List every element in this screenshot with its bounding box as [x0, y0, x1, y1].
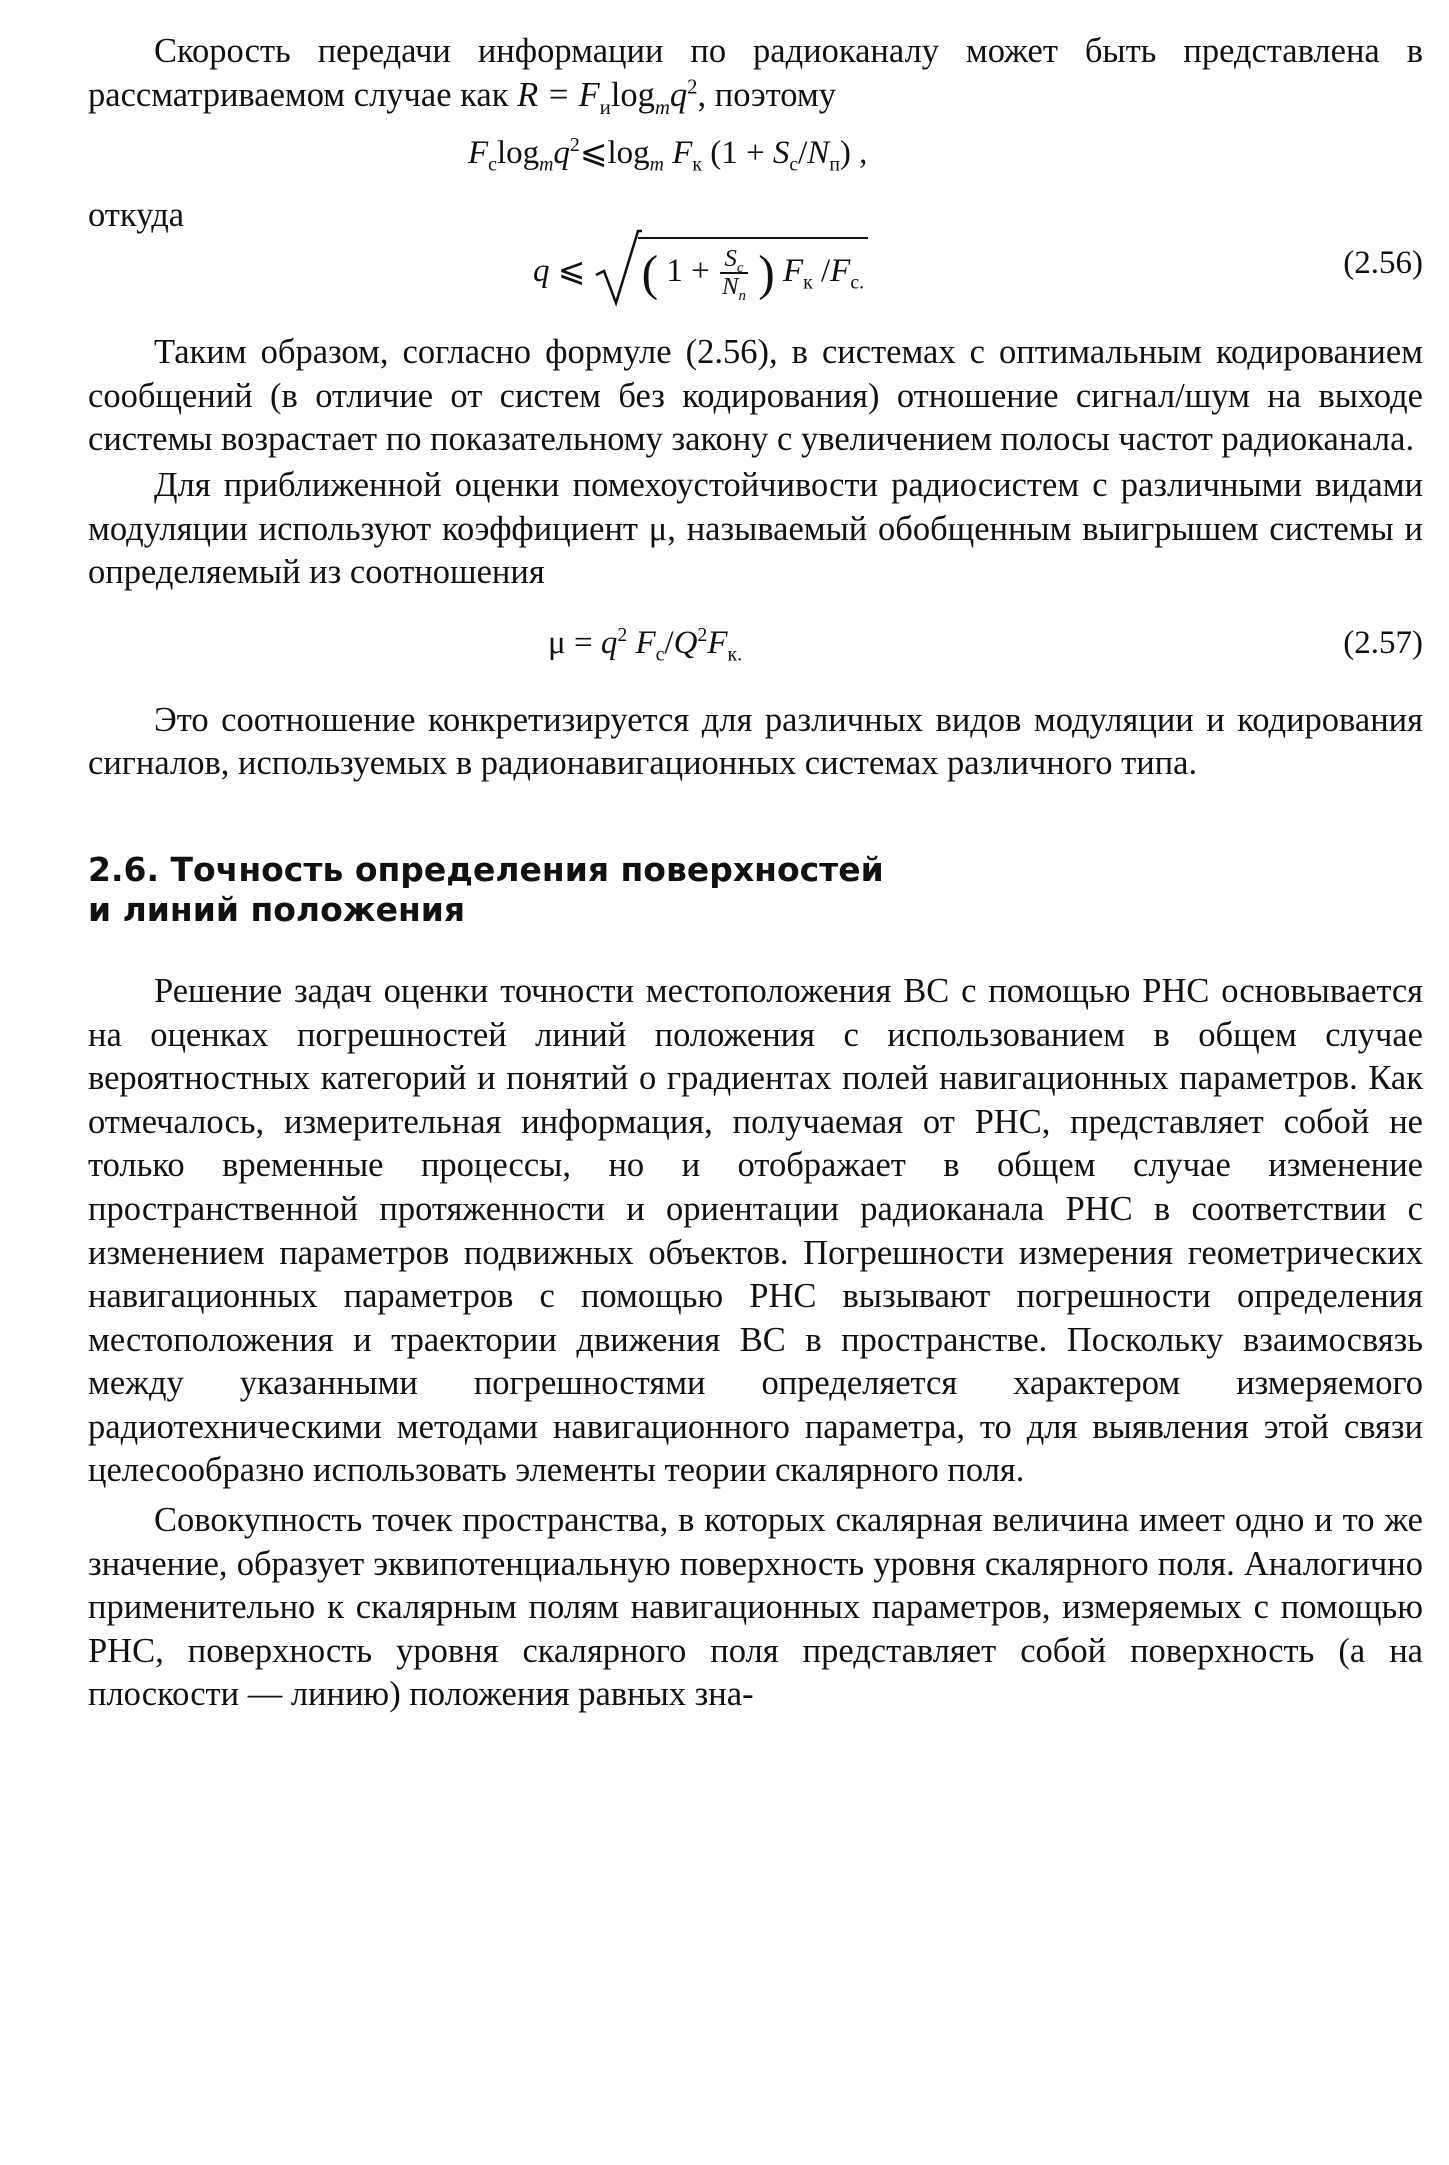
- sqrt-symbol: [594, 237, 868, 305]
- eq256-Fc: F: [830, 253, 851, 290]
- ineq-m1: m: [539, 153, 554, 176]
- equation-number-2-57: (2.57): [1343, 624, 1423, 661]
- ineq-leq: ⩽: [579, 135, 608, 172]
- formula-R-q: q: [669, 75, 688, 114]
- eq257-Q: Q: [673, 624, 698, 661]
- formula-R-sup: 2: [687, 76, 698, 99]
- equation-inequality: [88, 127, 1423, 179]
- ineq-S: S: [772, 135, 790, 172]
- paragraph-3: Для приближенной оценки помехоустойчивости радиосистем с различными видами модуляции используют коэффициент μ, называемый обобщенным выигрышем системы и определяемый из соотношения: [88, 465, 1423, 592]
- paragraph-4: Это соотношение конкретизируется для различных видов модуляции и кодирования сигналов, используемых в радионавигационных системах различного типа.: [88, 700, 1423, 783]
- eq257-Fc: F: [627, 624, 656, 661]
- fraction-numerator: [720, 245, 748, 277]
- formula-R-sub: и: [599, 96, 611, 119]
- ineq-N: N: [807, 135, 830, 172]
- ineq-log1: log: [496, 135, 540, 172]
- paragraph-1-text: Скорость передачи информации по радиоканалу может быть представлена в рассматриваемом случае как: [88, 32, 1423, 114]
- ineq-m2: m: [649, 153, 664, 176]
- paragraph-2: Таким образом, согласно формуле (2.56), в системах с оптимальным кодированием сообщений (в отличие от систем без кодирования) отношение сигнал/шум на выходе системы возрастает по показательному закону с увеличением полосы частот радиоканала.: [88, 333, 1423, 459]
- ineq-Sc: c: [789, 153, 799, 176]
- eq257-two: 2: [617, 623, 628, 646]
- formula-R: R = F: [517, 75, 600, 114]
- ineq-log2: log: [607, 135, 650, 172]
- ineq-k: к: [692, 153, 702, 176]
- paragraph-5: Решение задач оценки точности местоположения ВС с помощью РНС основывается на оценках погрешностей линий положения с использованием в общем случае вероятностных категорий и понятий о градиентах полей навигационных параметров. Как отмечалось, измерительная информация, получаемая от РНС, представляет собой не только временные процессы, но и отображает в общем случае изменение пространственной протяженности и ориентации радиоканала РНС в соответствии с изменением параметров подвижных объектов. Погрешности измерения геометрических навигационных параметров с помощью РНС вызывают погрешности определения местоположения и траектории движения ВС в пространстве. Поскольку взаимосвязь между указанными погрешностями определяется характером измеряемого радиотехническими методами навигационного параметра, то для выявления этой связи целесообразно использовать элементы теории скалярного поля.: [88, 971, 1423, 1490]
- ineq-close: ) ,: [839, 135, 868, 172]
- ineq-q: q: [553, 135, 570, 172]
- ineq-open: (1 +: [701, 135, 773, 172]
- fraction-S-N: [720, 245, 748, 305]
- ineq-Nn: п: [829, 153, 840, 176]
- ineq-slash: /: [798, 135, 808, 172]
- eq256-N: N: [722, 273, 739, 301]
- eq257-Fk: F: [707, 624, 728, 661]
- eq257-c: c: [655, 643, 665, 666]
- formula-R-logsub: m: [654, 96, 670, 119]
- paragraph-1-end: , поэтому: [697, 75, 836, 114]
- formula-R-log: log: [610, 75, 655, 114]
- ineq-Fc: F: [468, 135, 489, 172]
- eq256-slash: /: [812, 253, 831, 290]
- equation-number-2-56: (2.56): [1343, 245, 1423, 282]
- equation-2-57: [88, 617, 1423, 669]
- ineq-Fk: F: [672, 135, 693, 172]
- sqrt-inner: [638, 237, 868, 305]
- eq257-q: q: [600, 624, 618, 661]
- inequality-body: [468, 127, 867, 179]
- eq256-k: к: [803, 271, 813, 294]
- eq256-Sc: c: [736, 260, 744, 277]
- eq256-Nn: п: [738, 288, 746, 305]
- section-heading-line-1: 2.6. Точность определения поверхностей: [88, 849, 884, 889]
- eq257-mu: μ =: [548, 624, 601, 661]
- eq256-c: c.: [850, 271, 865, 294]
- section-heading: [88, 850, 1423, 930]
- eq257-slash: /: [664, 624, 674, 661]
- eq256-Fk: F: [782, 253, 804, 290]
- equation-2-56: [88, 189, 1423, 305]
- paragraph-6: Совокупность точек пространства, в которых скалярная величина имеет одно и то же значение, образует эквипотенциальную поверхность уровня скалярного поля. Аналогично применительно к скалярным полям навигационных параметров, измеряемых с помощью РНС, поверхность уровня скалярного поля представляет собой поверхность (а на плоскости — линию) положения равных зна-: [88, 1501, 1423, 1714]
- eq257-body: [548, 617, 742, 669]
- paren-close: ): [758, 245, 775, 301]
- page: [88, 30, 1423, 1717]
- word-otkuda: откуда: [88, 196, 185, 235]
- fraction-denominator: [720, 272, 748, 305]
- eq256-one: 1 +: [666, 253, 710, 290]
- eq256-q: q: [533, 253, 550, 290]
- radical-sign: [594, 227, 642, 307]
- eq256-leq: ⩽: [557, 253, 586, 290]
- ineq-c: c: [488, 153, 497, 176]
- eq256-body: [533, 237, 868, 305]
- eq256-S: S: [724, 245, 737, 273]
- eq257-k: к.: [727, 643, 743, 666]
- section-heading-line-2: и линий положения: [88, 889, 466, 929]
- paragraph-1: [88, 30, 1423, 117]
- ineq-two: 2: [569, 134, 580, 157]
- paren-open: (: [641, 245, 659, 301]
- eq257-two2: 2: [697, 623, 708, 646]
